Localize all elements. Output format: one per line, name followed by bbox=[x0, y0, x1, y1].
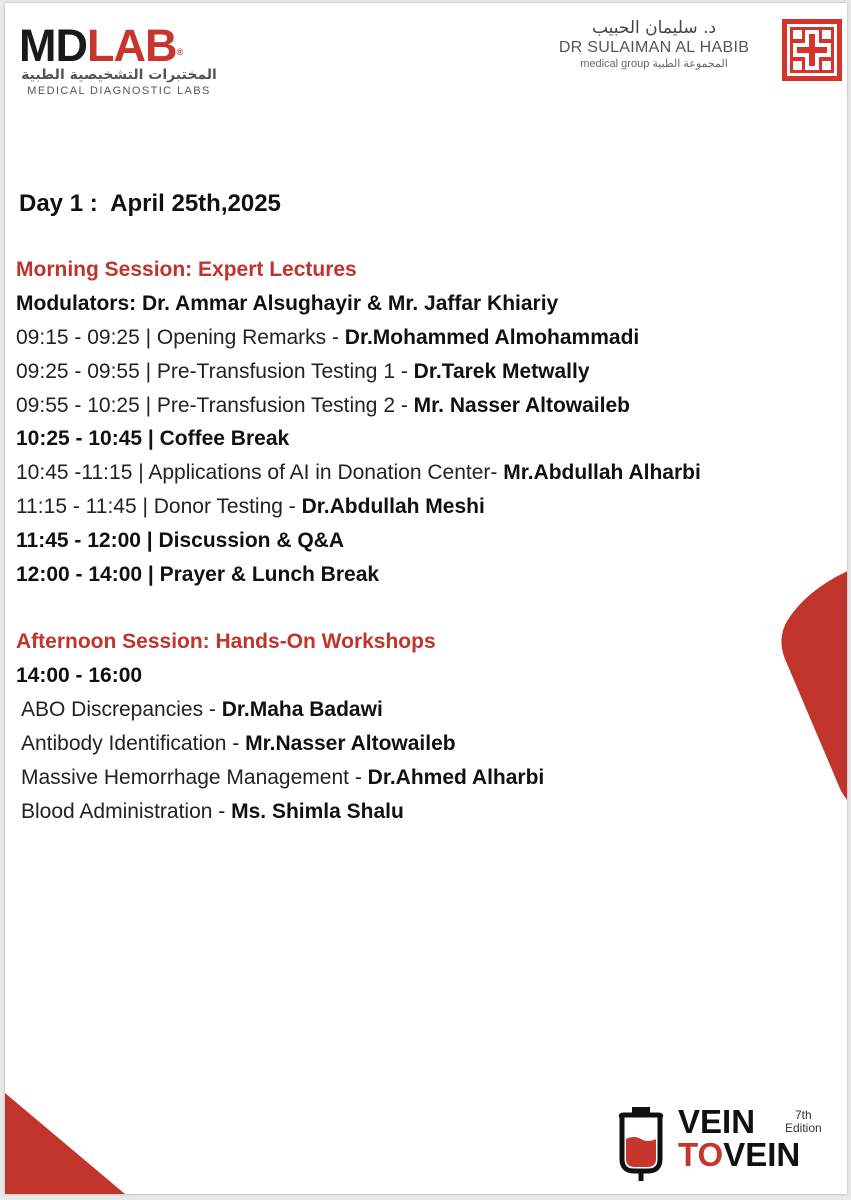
habib-logo-text bbox=[540, 17, 768, 72]
schedule-row-speaker: Mr.Abdullah Alharbi bbox=[503, 461, 701, 484]
workshop-row bbox=[21, 732, 456, 756]
schedule-row bbox=[16, 563, 379, 587]
logo-word-to: TO bbox=[678, 1136, 724, 1173]
schedule-row-text: 09:15 - 09:25 | Opening Remarks - bbox=[16, 326, 345, 349]
vein-to-vein-logo bbox=[610, 1103, 835, 1183]
workshop-row bbox=[21, 766, 544, 790]
habib-subtitle: medical group المجموعة الطبية bbox=[580, 58, 728, 70]
schedule-row-text: 09:25 - 09:55 | Pre-Transfusion Testing 1 - bbox=[16, 360, 414, 383]
day-heading: Day 1 : April 25th,2025 bbox=[19, 190, 281, 217]
mdlab-lab: LAB bbox=[86, 20, 177, 71]
edition-number: 7th bbox=[795, 1108, 812, 1122]
schedule-row bbox=[16, 461, 701, 485]
schedule-row bbox=[16, 529, 344, 553]
workshop-title: Antibody Identification - bbox=[21, 732, 246, 755]
morning-session-title: Morning Session: Expert Lectures bbox=[16, 258, 357, 281]
workshop-title: Massive Hemorrhage Management - bbox=[21, 766, 368, 789]
schedule-row-text: 10:45 -11:15 | Applications of AI in Donation Center- bbox=[16, 461, 504, 484]
schedule-row-speaker: Dr.Abdullah Meshi bbox=[301, 495, 485, 518]
red-corner-triangle bbox=[5, 1093, 125, 1194]
schedule-row bbox=[16, 427, 289, 451]
schedule-row-break: 12:00 - 14:00 | Prayer & Lunch Break bbox=[16, 563, 380, 586]
schedule-row-break: 10:25 - 10:45 | Coffee Break bbox=[16, 427, 290, 450]
workshop-row bbox=[21, 800, 404, 824]
logo-word-vein-2: VEIN bbox=[723, 1136, 801, 1173]
mdlab-wordmark bbox=[19, 20, 219, 71]
schedule-row-speaker: Mr. Nasser Altowaileb bbox=[413, 394, 630, 417]
mdlab-english-name: MEDICAL DIAGNOSTIC LABS bbox=[27, 85, 211, 97]
schedule-row-text: 09:55 - 10:25 | Pre-Transfusion Testing 2 - bbox=[16, 394, 414, 417]
schedule-row bbox=[16, 495, 485, 519]
afternoon-session-title: Afternoon Session: Hands-On Workshops bbox=[16, 630, 436, 653]
workshop-speaker: Dr.Maha Badawi bbox=[221, 698, 383, 721]
red-decorative-shape bbox=[777, 569, 847, 805]
agenda-page bbox=[5, 3, 847, 1194]
registered-mark: ® bbox=[176, 47, 183, 57]
schedule-row-break: 11:45 - 12:00 | Discussion & Q&A bbox=[16, 529, 345, 552]
edition-label bbox=[785, 1109, 822, 1135]
workshop-title: Blood Administration - bbox=[21, 800, 232, 823]
mdlab-arabic-name: المختبرات التشخيصية الطبية bbox=[21, 67, 217, 83]
workshop-speaker: Mr.Nasser Altowaileb bbox=[245, 732, 456, 755]
edition-word: Edition bbox=[785, 1121, 822, 1135]
habib-cross-logo-icon bbox=[782, 19, 842, 81]
habib-arabic-name: د. سليمان الحبيب bbox=[591, 18, 717, 38]
schedule-row bbox=[16, 326, 639, 350]
workshop-speaker: Dr.Ahmed Alharbi bbox=[367, 766, 545, 789]
workshop-row bbox=[21, 698, 383, 722]
workshop-time: 14:00 - 16:00 bbox=[16, 664, 143, 687]
workshop-title: ABO Discrepancies - bbox=[21, 698, 222, 721]
vein-to-vein-wordmark bbox=[678, 1105, 800, 1171]
schedule-row-text: 11:15 - 11:45 | Donor Testing - bbox=[16, 495, 302, 518]
habib-english-name: DR SULAIMAN AL HABIB bbox=[558, 39, 750, 56]
workshop-speaker: Ms. Shimla Shalu bbox=[231, 800, 404, 823]
schedule-row-speaker: Dr.Mohammed Almohammadi bbox=[344, 326, 640, 349]
blood-bag-icon bbox=[610, 1103, 672, 1183]
mdlab-logo bbox=[19, 20, 219, 97]
schedule-row bbox=[16, 360, 590, 384]
schedule-row bbox=[16, 394, 630, 418]
schedule-row-speaker: Dr.Tarek Metwally bbox=[413, 360, 590, 383]
mdlab-md: MD bbox=[19, 20, 87, 71]
moderators-line: Modulators: Dr. Ammar Alsughayir & Mr. Jaffar Khiariy bbox=[16, 292, 559, 315]
logo-word-vein: VEIN bbox=[678, 1103, 756, 1140]
